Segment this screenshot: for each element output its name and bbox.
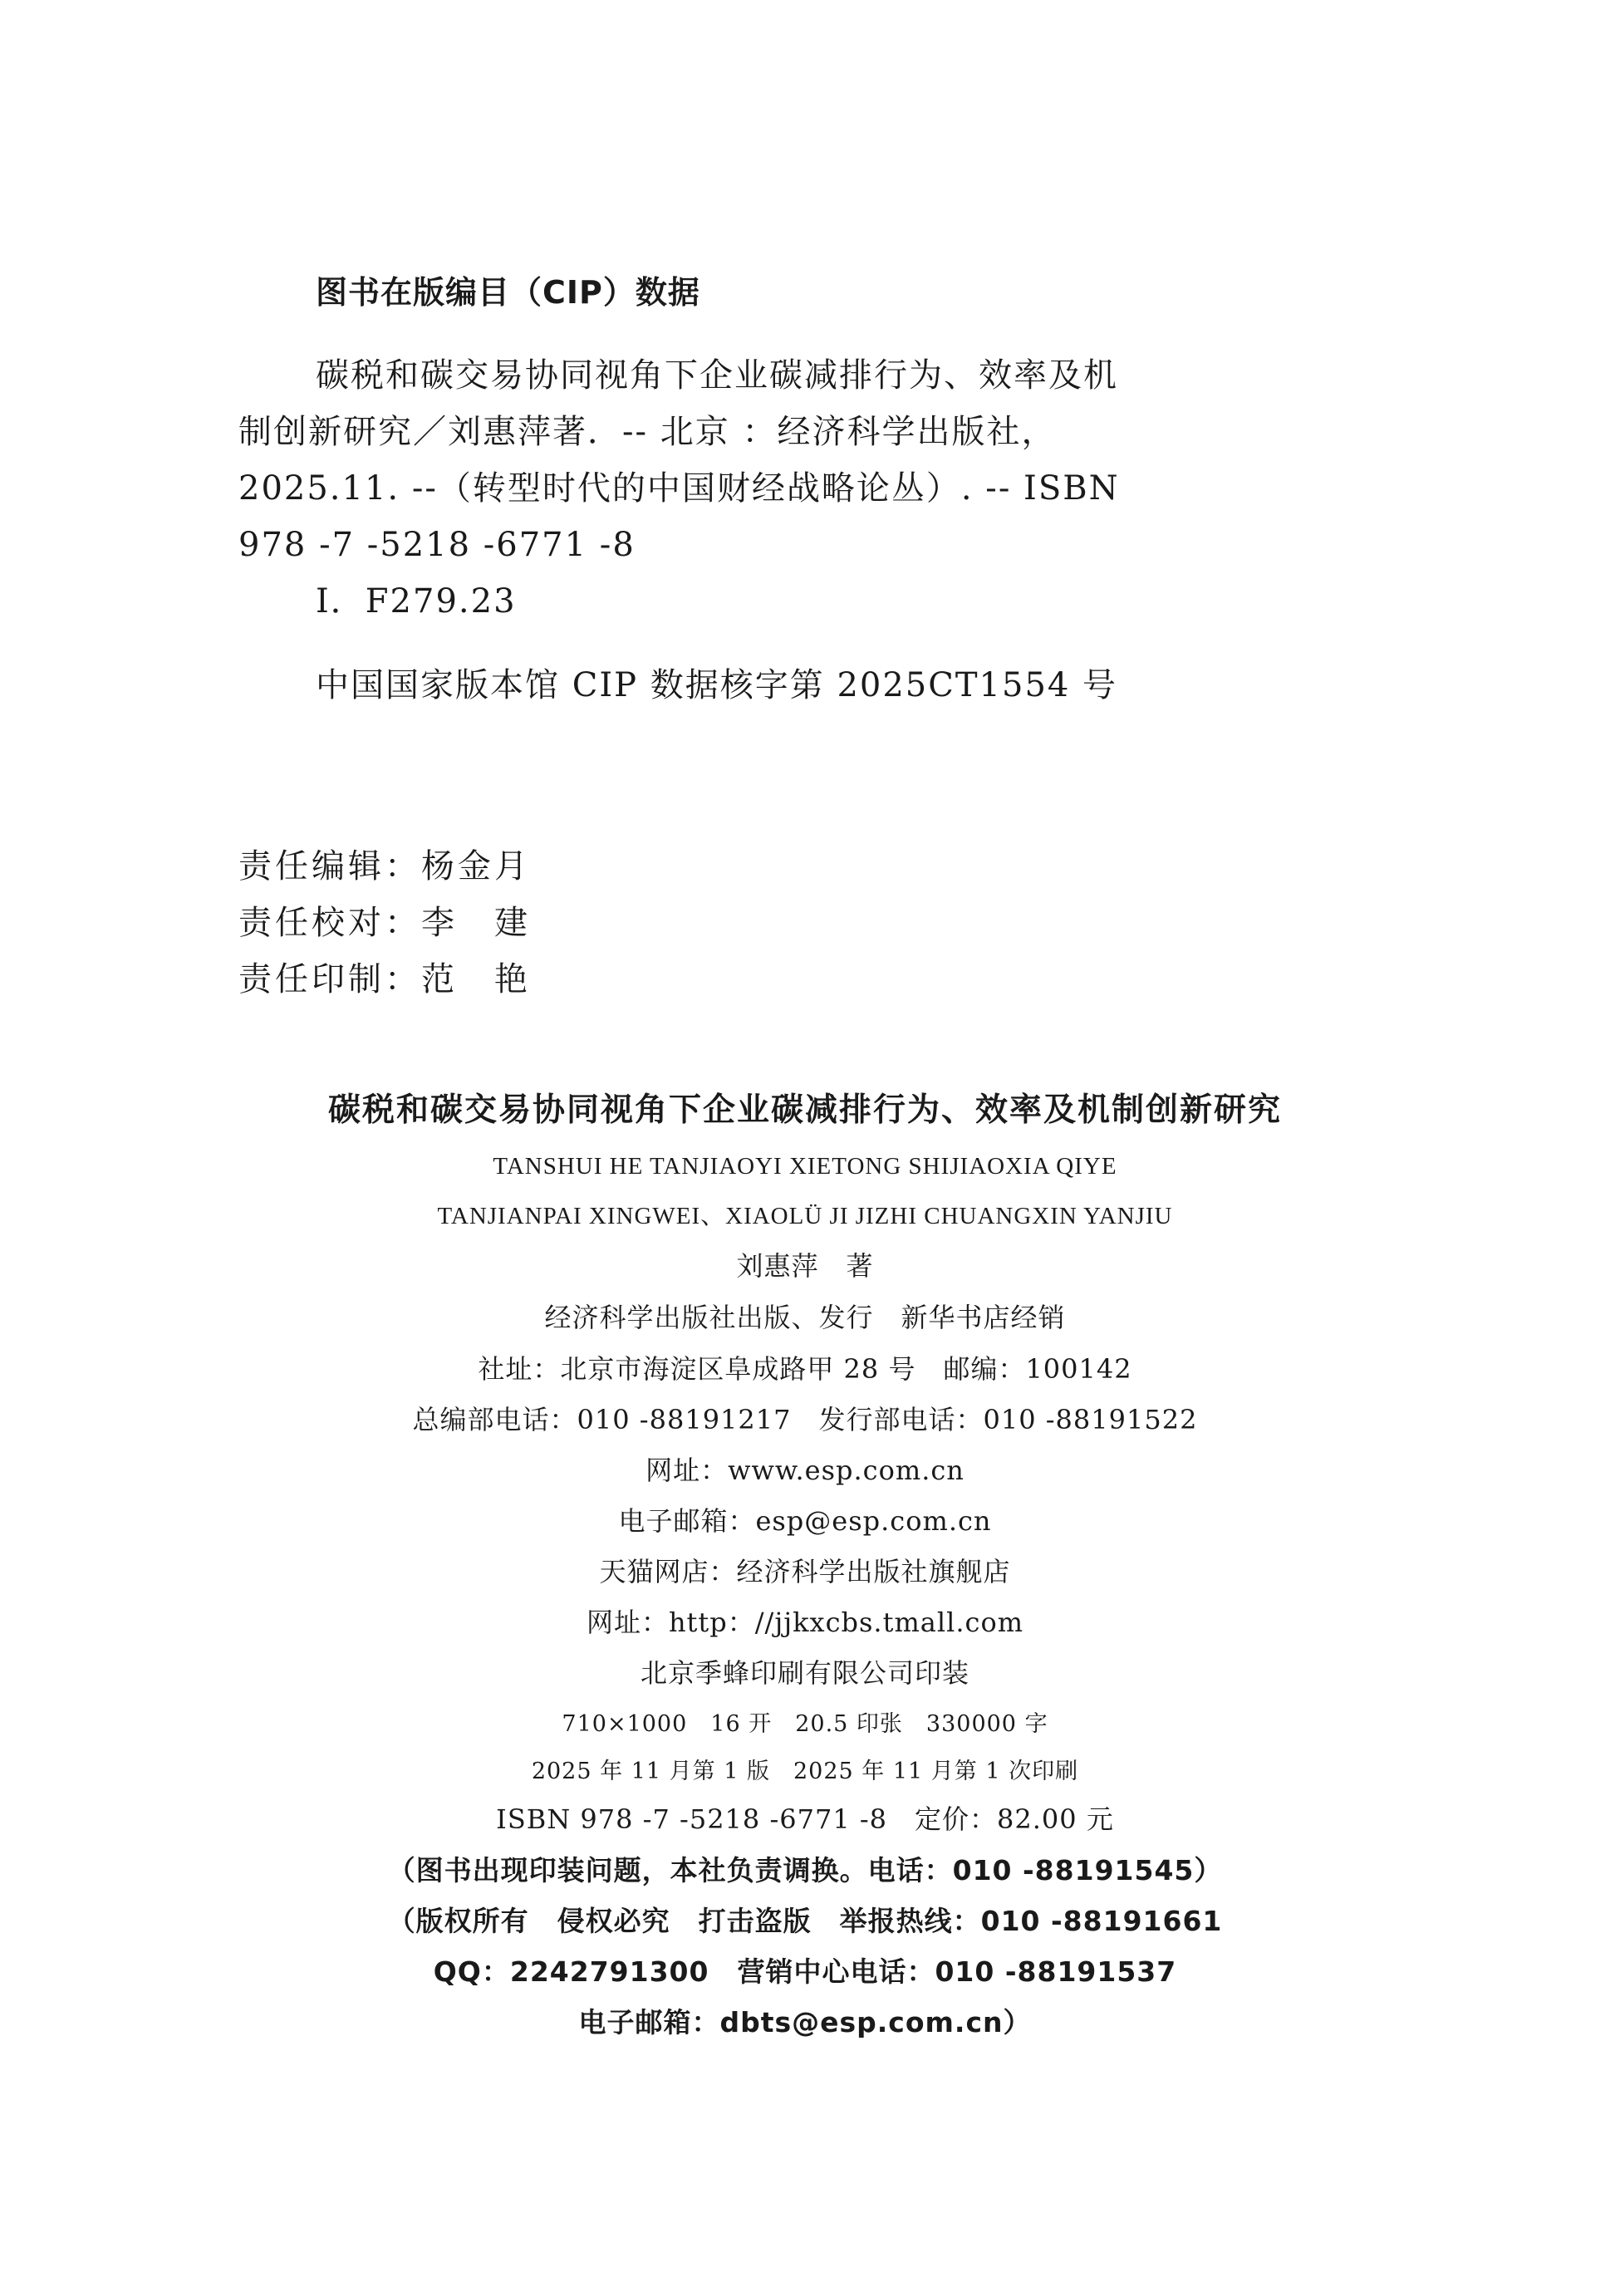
tmall-store-line: 天猫网店：经济科学出版社旗舰店 [599,1556,1011,1587]
address-line: 社址：北京市海淀区阜成路甲 28 号 邮编：100142 [478,1353,1132,1385]
cip-classification: Ⅰ．F279.23 [316,582,517,621]
responsible-editor: 责任编辑：杨金月 [238,847,531,886]
cip-heading: 图书在版编目（CIP）数据 [316,274,700,311]
book-title-pinyin-line-1: TANSHUI HE TANJIAOYI XIETONG SHIJIAOXIA QIYE [493,1153,1117,1180]
book-title-pinyin-line-2: TANJIANPAI XINGWEI、XIAOLÜ JI JIZHI CHUANGXIN YANJIU [437,1203,1173,1229]
publisher-line: 经济科学出版社出版、发行 新华书店经销 [544,1302,1066,1333]
tmall-url-line: 网址：http：//jjkxcbs.tmall.com [586,1607,1024,1638]
website-line: 网址：www.esp.com.cn [645,1455,965,1486]
cip-line-2: 制创新研究／刘惠萍著．-- 北京 ：经济科学出版社， [238,413,1057,451]
print-quality-notice: （图书出现印装问题，本社负责调换。电话：010 -88191545） [387,1854,1223,1886]
phone-line: 总编部电话：010 -88191217 发行部电话：010 -88191522 [412,1404,1198,1435]
edition-line: 2025 年 11 月第 1 版 2025 年 11 月第 1 次印刷 [531,1759,1079,1784]
author-line: 刘惠萍 著 [736,1250,874,1282]
cip-record-number: 中国国家版本馆 CIP 数据核字第 2025CT1554 号 [316,666,1118,704]
cip-line-3: 2025.11. --（转型时代的中国财经战略论丛）. -- ISBN [238,469,1120,508]
format-line: 710×1000 16 开 20.5 印张 330000 字 [562,1711,1048,1737]
printer-line: 北京季蜂印刷有限公司印装 [640,1657,969,1689]
isbn-price-line: ISBN 978 -7 -5218 -6771 -8 定价：82.00 元 [496,1803,1114,1835]
copyright-notice: （版权所有 侵权必究 打击盗版 举报热线：010 -88191661 [387,1905,1223,1937]
responsible-printing: 责任印制：范 艳 [238,960,531,998]
cip-line-isbn: 978 -7 -5218 -6771 -8 [238,526,636,564]
cip-line-1: 碳税和碳交易协同视角下企业碳减排行为、效率及机 [316,356,1118,395]
email-line: 电子邮箱：esp@esp.com.cn [618,1505,992,1537]
responsible-proofreader: 责任校对：李 建 [238,904,531,942]
book-title-chinese: 碳税和碳交易协同视角下企业碳减排行为、效率及机制创新研究 [327,1092,1282,1129]
qq-marketing-line: QQ：2242791300 营销中心电话：010 -88191537 [433,1955,1177,1988]
anti-piracy-email-line: 电子邮箱：dbts@esp.com.cn） [578,2006,1032,2038]
